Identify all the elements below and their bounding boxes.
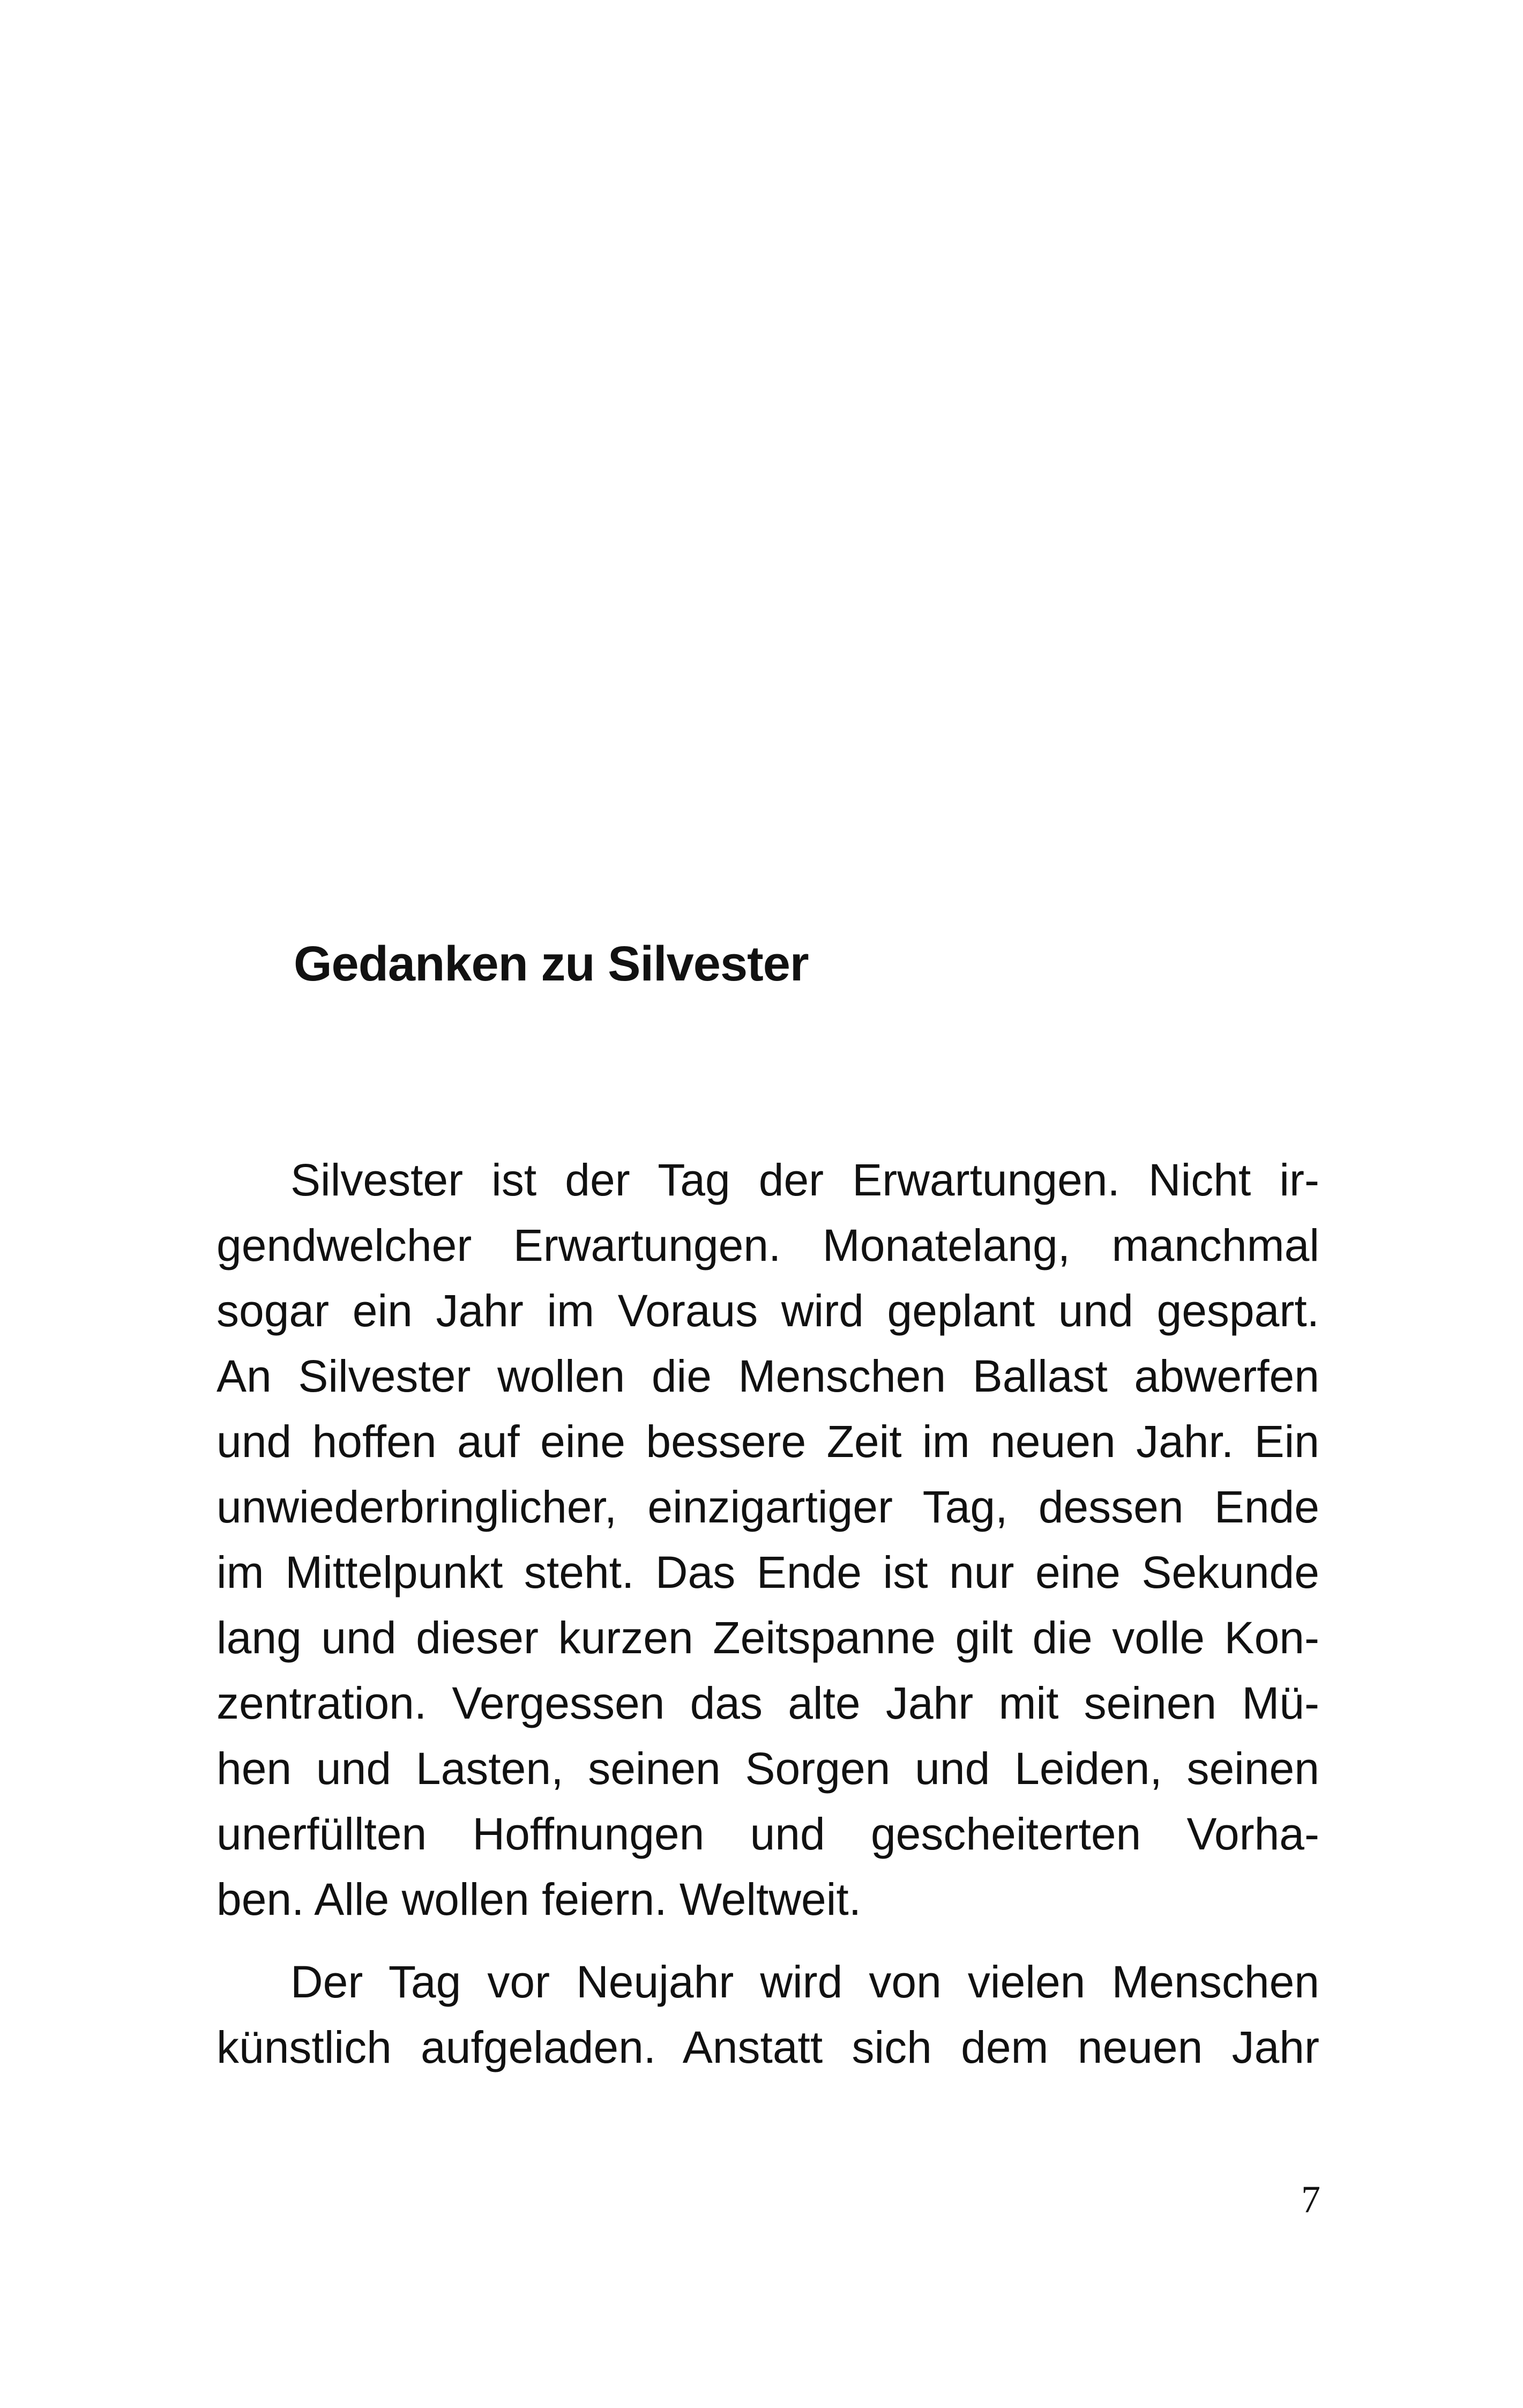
text-line: unwiederbringlicher, einzigartiger Tag, dessen Ende [216,1482,1319,1532]
body-text [216,1147,1319,2080]
text-line: künstlich aufgeladen. Anstatt sich dem neuen Jahr [216,2022,1319,2072]
chapter-title: Gedanken zu Silvester [294,937,809,991]
text-line: hen und Lasten, seinen Sorgen und Leiden, seinen [216,1743,1319,1794]
paragraph [216,1147,1319,1932]
text-line: Der Tag vor Neujahr wird von vielen Menschen [290,1957,1319,2007]
page-number: 7 [1301,2178,1320,2221]
text-line: Silvester ist der Tag der Erwartungen. Nicht ir- [290,1155,1319,1205]
text-line: zentration. Vergessen das alte Jahr mit seinen Mü- [216,1678,1319,1728]
text-line: im Mittelpunkt steht. Das Ende ist nur eine Sekunde [216,1547,1319,1597]
text-line: lang und dieser kurzen Zeitspanne gilt die volle Kon- [216,1612,1319,1663]
paragraph [216,1949,1319,2080]
text-line: ben. Alle wollen feiern. Weltweit. [216,1874,862,1924]
text-line: gendwelcher Erwartungen. Monatelang, manchmal [216,1220,1319,1270]
text-line: unerfüllten Hoffnungen und gescheiterten Vorha- [216,1809,1319,1859]
text-line: und hoffen auf eine bessere Zeit im neuen Jahr. Ein [216,1416,1319,1467]
text-line: An Silvester wollen die Menschen Ballast abwerfen [216,1351,1319,1401]
text-line: sogar ein Jahr im Voraus wird geplant und gespart. [216,1285,1319,1336]
